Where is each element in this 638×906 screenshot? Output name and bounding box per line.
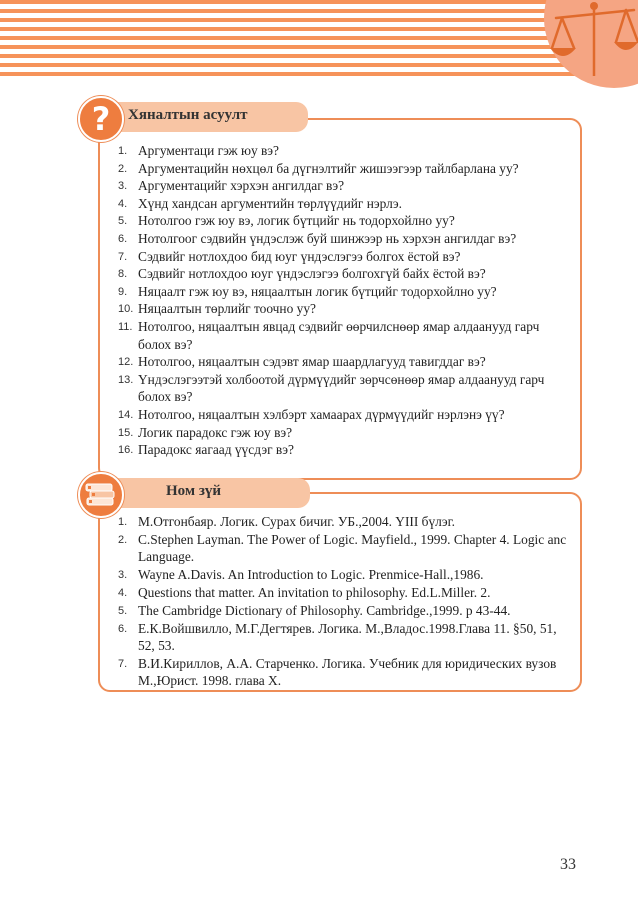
list-item: 7. В.И.Кириллов, А.А. Старченко. Логика. Учебник для юридических вузов М.,Юрист. 1998. глава X. bbox=[118, 655, 557, 689]
list-item: 1. М.Отгонбаяр. Логик. Сурах бичиг. УБ.,2004. ҮIII бүлэг. bbox=[118, 514, 455, 529]
books-icon bbox=[78, 472, 124, 518]
bibliography-title-tab bbox=[102, 478, 310, 508]
list-item: 8. Сэдвийг нотлохдоо юуг үндэслэгээ болгохгүй байх ёстой вэ? bbox=[118, 266, 486, 282]
bibliography-title: Ном зүй bbox=[166, 483, 222, 499]
list-item: 15. Логик парадокс гэж юу вэ? bbox=[118, 424, 293, 440]
question-mark-icon: ? bbox=[78, 96, 124, 142]
bibliography-list bbox=[118, 513, 568, 690]
header-stripes bbox=[0, 0, 638, 78]
list-item: 7. Сэдвийг нотлохдоо бид юуг үндэслэгээ болгох ёстой вэ? bbox=[118, 248, 461, 264]
review-question-list bbox=[118, 142, 570, 459]
list-item: 13. Үндэслэгээтэй холбоотой дүрмүүдийг зөрчсөнөөр ямар алдаанууд гарч болох вэ? bbox=[118, 371, 545, 405]
review-title-tab bbox=[102, 102, 308, 132]
list-item: 3. Аргументацийг хэрхэн ангилдаг вэ? bbox=[118, 178, 345, 194]
list-item: 5. The Cambridge Dictionary of Philosophy. Cambridge.,1999. p 43-44. bbox=[118, 602, 511, 618]
balance-scale-icon bbox=[548, 0, 638, 76]
list-item: 12. Нотолгоо, няцаалтын сэдэвт ямар шаардлагууд тавигддаг вэ? bbox=[118, 354, 486, 370]
list-item: 6. Е.К.Войшвилло, М.Г.Дегтярев. Логика. М.,Владос.1998.Глава 11. §50, 51, 52, 53. bbox=[118, 620, 557, 654]
list-item: 16. Парадокс яагаад үүсдэг вэ? bbox=[118, 442, 294, 458]
list-item: 2. C.Stephen Layman. The Power of Logic. Mayfield., 1999. Chapter 4. Logic anc Language. bbox=[118, 531, 567, 565]
review-title: Хяналтын асуулт bbox=[128, 107, 248, 123]
list-item: 5. Нотолгоо гэж юу вэ, логик бүтцийг нь тодорхойлно уу? bbox=[118, 213, 455, 229]
list-item: 4. Questions that matter. An invitation to philosophy. Ed.L.Miller. 2. bbox=[118, 584, 491, 600]
list-item: 1. Аргументаци гэж юу вэ? bbox=[118, 143, 280, 158]
list-item: 6. Нотолгоог сэдвийн үндэслэж буй шинжээр нь хэрхэн ангилдаг вэ? bbox=[118, 230, 517, 246]
list-item: 9. Няцаалт гэж юу вэ, няцаалтын логик бүтцийг тодорхойлно уу? bbox=[118, 283, 497, 299]
list-item: 4. Хүнд хандсан аргументийн төрлүүдийг нэрлэ. bbox=[118, 195, 402, 211]
list-item: 11. Нотолгоо, няцаалтын явцад сэдвийг өөрчилснөөр ямар алдаанууд гарч болох вэ? bbox=[118, 318, 540, 352]
list-item: 3. Wayne A.Davis. An Introduction to Logic. Prenmice-Hall.,1986. bbox=[118, 567, 484, 583]
list-item: 2. Аргументацийн нөхцөл ба дүгнэлтийг жишээгээр тайлбарлана уу? bbox=[118, 160, 519, 176]
list-item: 14. Нотолгоо, няцаалтын хэлбэрт хамаарах дүрмүүдийг нэрлэнэ үү? bbox=[118, 406, 505, 422]
page-number: 33 bbox=[560, 856, 576, 873]
list-item: 10. Няцаалтын төрлийг тоочно уу? bbox=[118, 301, 316, 317]
